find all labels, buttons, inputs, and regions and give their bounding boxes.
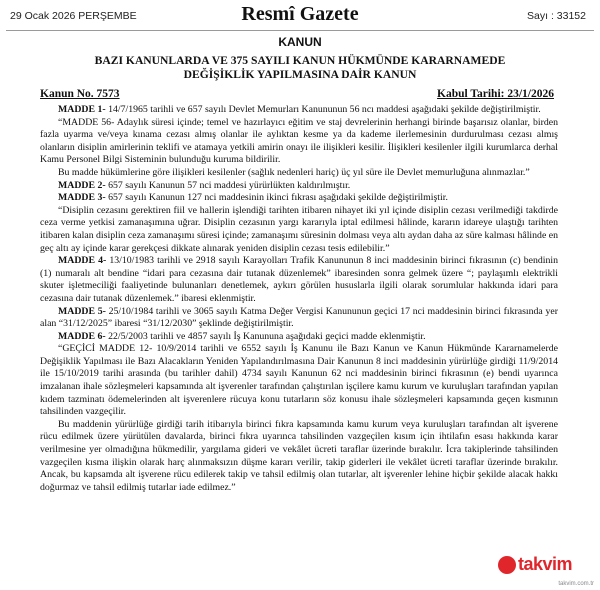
article-paragraph xyxy=(40,306,558,331)
law-title-line-1: BAZI KANUNLARDA VE 375 SAYILI KANUN HÜKMÜNDE KARARNAMEDE xyxy=(94,54,506,67)
article-paragraph xyxy=(40,255,558,305)
article-text: 657 sayılı Kanunun 57 nci maddesi yürürlükten kaldırılmıştır. xyxy=(105,179,351,191)
law-title-line-2: DEĞİŞİKLİK YAPILMASINA DAİR KANUN xyxy=(183,68,417,81)
article-text: 22/5/2003 tarihli ve 4857 sayılı İş Kanununa aşağıdaki geçici madde eklenmiştir. xyxy=(105,330,426,342)
article-lead: MADDE 2- xyxy=(58,179,106,191)
header-divider xyxy=(6,30,594,31)
article-paragraph xyxy=(40,192,558,205)
article-paragraph xyxy=(40,343,558,419)
watermark-credit: takvim.com.tr xyxy=(558,581,594,587)
article-text: 657 sayılı Kanunun 127 nci maddesinin ikinci fıkrası aşağıdaki şekilde değiştirilmiştir. xyxy=(105,192,448,204)
law-body xyxy=(40,104,558,494)
issue-date: 29 Ocak 2026 PERŞEMBE xyxy=(10,10,137,22)
watermark-dot-icon xyxy=(498,556,516,574)
article-lead: MADDE 6- xyxy=(58,330,106,342)
article-paragraph xyxy=(40,331,558,344)
article-text: Bu maddenin yürürlüğe girdiği tarih itibarıyla birinci fıkra kapsamında kamu kurum veya kuruluşları tarafından alt işverene rücu edilmek üzere yürütülen davalarda, birinci fıkra uyarınca tahsilinden vazgeçilen kısım için ihtilafın esası hakkında karar verilmesine yer olmadığına hükmedilir, yargılama gideri ve vekâlet ücreti taraflar üzerinde bırakılır. İcra takiplerinde tahsilinden vazgeçilen kısma ilişkin olarak harç alınmaksızın düşme kararı verilir, takip giderleri ile vekâlet ücreti taraflar üzerinde bırakılır. Ancak, bu kapsamda alt işverene rücu edilerek takip ve tahsil edilmiş olan tutarlar, alt işverenler lehine hiçbir şekilde alacak hakkı doğurmaz ve tahsil edilmiş tutarlar iade edilmez.” xyxy=(40,418,558,493)
law-number: Kanun No. 7573 xyxy=(40,88,120,100)
acceptance-date: Kabul Tarihi: 23/1/2026 xyxy=(437,88,554,100)
watermark-brand: takvim xyxy=(518,554,573,574)
law-title xyxy=(60,54,540,82)
article-paragraph xyxy=(40,205,558,255)
article-text: 25/10/1984 tarihli ve 3065 sayılı Katma Değer Vergisi Kanununun geçici 17 nci maddesinin birinci fıkrasında yer alan “31/12/2025” ibaresi “31/12/2030” şeklinde değiştirilmiştir. xyxy=(40,305,558,330)
gazette-header xyxy=(0,0,600,34)
gazette-title: Resmî Gazete xyxy=(241,3,359,25)
article-text: “Disiplin cezasını gerektiren fiil ve hallerin işlendiği tarihten itibaren nihayet iki yıl içinde disiplin cezası verilmediği takdirde ceza verme yetkisi zamanaşımına uğrar. Disiplin cezasının yargı kararıyla iptal edilmesi hâlinde, kararın idareye ulaştığı tarihten itibaren kalan disiplin ceza zamanaşımı süresi içinde; zamanaşımı süresinin dolması veya altı aydan daha az süre kalması hâlinde en geç altı ay içinde karar gerekçesi dikkate alınarak yeniden disiplin cezası tesis edilebilir.” xyxy=(40,204,558,254)
article-text: Bu madde hükümlerine göre ilişikleri kesilenler (sağlık nedenleri hariç) üç yıl süre ile Devlet memurluğuna alınmazlar.” xyxy=(58,166,530,178)
article-paragraph xyxy=(40,104,558,117)
article-paragraph xyxy=(40,180,558,193)
article-text: “MADDE 56- Adaylık süresi içinde; temel ve hazırlayıcı eğitim ve staj devrelerinin herhangi birinde başarısız olanlar, birden fazla uyarma ve/veya kınama cezası almış olanlar ile aylıktan kesme ya da kademe ilerlemesinin durdurulması cezası almış olanların disiplin amirlerinin teklifi ve atamaya yetkili amirin onayı ile ilişikleri kesilir. İlişikleri kesilenler ilgili kurumlarca derhal Kamu Personel Bilgi Sisteminin bulunduğu kuruma bildirilir. xyxy=(40,116,558,166)
section-label: KANUN xyxy=(278,35,322,49)
article-lead: MADDE 3- xyxy=(58,192,106,204)
article-lead: MADDE 5- xyxy=(58,305,106,317)
article-text: 14/7/1965 tarihli ve 657 sayılı Devlet Memurları Kanununun 56 ncı maddesi aşağıdaki şekilde değiştirilmiştir. xyxy=(105,104,541,115)
article-text: “GEÇİCİ MADDE 12- 10/9/2014 tarihli ve 6552 sayılı İş Kanunu ile Bazı Kanun ve Kanun Hükmünde Kararnamelerde Değişiklik Yapılması ile Bazı Alacakların Yeniden Yapılandırılmasına Dair Kanunun 8 inci maddesinin yürürlüğe girdiği 11/9/2014 ile 15/10/2019 tarihi arasında (bu tarihler dahil) 4734 sayılı Kanunun 62 nci maddesinin birinci fıkrasının (e) bendi uyarınca imzalanan ihale sözleşmeleri kapsamında alt işverenler tarafından çalıştırılan işçilere kamu kurum ve kuruluşları tarafından yapılan kıdem tazminatı ödemelerinden alt işverenlere rücuya konu tutarların söz konusu ihale sözleşmeleri kapsamında geçen kısmının tahsilinden vazgeçilir. xyxy=(40,343,558,418)
article-text: 13/10/1983 tarihli ve 2918 sayılı Karayolları Trafik Kanununun 8 inci maddesinin birinci fıkrasının (c) bendinin (1) numaralı alt bendine “idari para cezasına dair tutanak düzenlemek” ibaresinden sonra gelmek üzere “; paylaşımlı elektrikli skuter işletmeciliği faaliyetinde bulunanları denetlemek, aykırı görülen hususlarla ilgili olarak sorumlular hakkında idari para cezasına dair tutanak düzenlemek.” ibaresi eklenmiştir. xyxy=(40,255,558,304)
article-paragraph xyxy=(40,167,558,180)
issue-number: Sayı : 33152 xyxy=(527,10,586,22)
article-paragraph xyxy=(40,117,558,167)
watermark-logo xyxy=(498,554,594,576)
article-paragraph xyxy=(40,419,558,495)
article-lead: MADDE 1- xyxy=(58,104,106,115)
article-lead: MADDE 4- xyxy=(58,255,107,267)
